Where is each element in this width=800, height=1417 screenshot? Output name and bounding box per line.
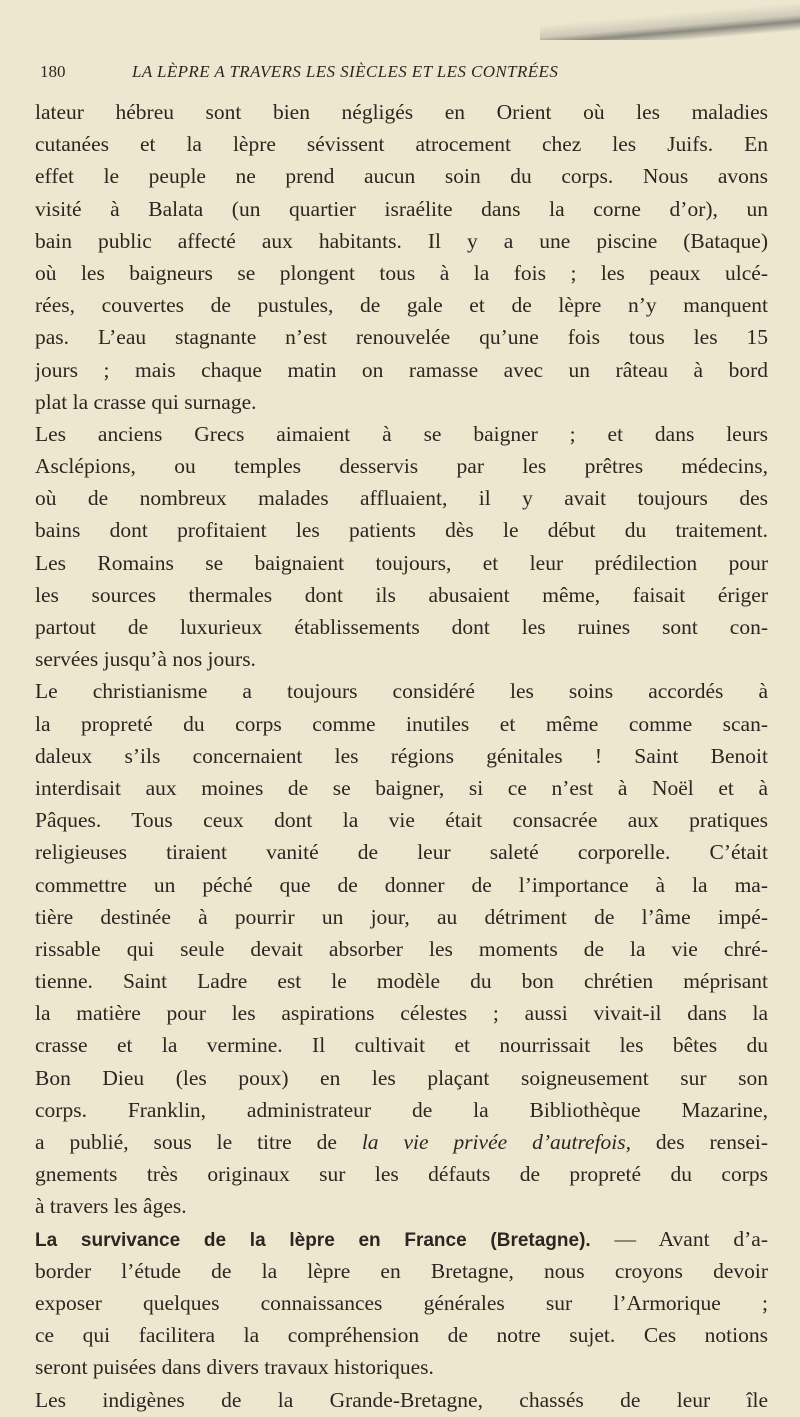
- text-segment: où les baigneurs se plongent tous à la fois ; les peaux ulcé-: [35, 260, 768, 285]
- text-line: [35, 611, 768, 643]
- text-line: [35, 965, 768, 997]
- text-line: [35, 579, 768, 611]
- text-line: [35, 772, 768, 804]
- text-line: [35, 160, 768, 192]
- text-line: [35, 643, 768, 675]
- text-line: [35, 354, 768, 386]
- text-line: [35, 257, 768, 289]
- text-segment: Le christianisme a toujours considéré les soins accordés à: [35, 679, 768, 704]
- text-segment: Bon Dieu (les poux) en les plaçant soigneusement sur son: [35, 1065, 768, 1090]
- text-segment: des rensei-: [631, 1130, 768, 1154]
- text-segment: seront puisées dans divers travaux historiques.: [35, 1355, 434, 1380]
- text-line: [35, 1351, 768, 1383]
- text-line: [35, 1319, 768, 1351]
- text-segment: corps. Franklin, administrateur de la Bibliothèque Mazarine,: [35, 1097, 768, 1122]
- text-line: [35, 193, 768, 225]
- text-segment: Asclépions, ou temples desservis par les prêtres médecins,: [35, 454, 768, 479]
- text-segment: crasse et la vermine. Il cultivait et nourrissait les bêtes du: [35, 1033, 768, 1058]
- text-segment: daleux s’ils concernaient les régions génitales ! Saint Benoit: [35, 743, 768, 768]
- text-segment: rées, couvertes de pustules, de gale et de lèpre n’y manquent: [35, 293, 768, 318]
- text-segment: pas. L’eau stagnante n’est renouvelée qu’une fois tous les 15: [35, 325, 768, 350]
- text-segment: interdisait aux moines de se baigner, si ce n’est à Noël et à: [35, 775, 768, 800]
- text-segment: lateur hébreu sont bien négligés en Orient où les maladies: [35, 100, 768, 124]
- text-segment: partout de luxurieux établissements dont les ruines sont con-: [35, 615, 768, 639]
- text-segment: exposer quelques connaissances générales sur l’Armorique ;: [35, 1290, 768, 1315]
- text-segment: visité à Balata (un quartier israélite dans la corne d’or), un: [35, 196, 768, 221]
- text-line: [35, 1223, 768, 1255]
- page-fold-shadow: [540, 0, 800, 40]
- text-line: [35, 804, 768, 836]
- text-segment: rissable qui seule devait absorber les moments de la vie chré-: [35, 936, 768, 961]
- text-segment: tière destinée à pourrir un jour, au détriment de l’âme impé-: [35, 904, 768, 929]
- text-segment: commettre un péché que de donner de l’importance à la ma-: [35, 872, 768, 897]
- text-line: [35, 289, 768, 321]
- text-segment: a publié, sous le titre de: [35, 1130, 362, 1154]
- text-line: [35, 1190, 768, 1222]
- text-line: [35, 1126, 768, 1158]
- page-body-text: [35, 96, 768, 1416]
- text-line: [35, 1255, 768, 1287]
- text-segment: Les anciens Grecs aimaient à se baigner ; et dans leurs: [35, 421, 768, 446]
- text-line: [35, 418, 768, 450]
- text-segment: — Avant d’a-: [590, 1226, 768, 1251]
- text-segment: où de nombreux malades affluaient, il y avait toujours des: [35, 486, 768, 511]
- text-line: [35, 96, 768, 128]
- text-line: [35, 1158, 768, 1190]
- section-heading: La survivance de la lèpre en France (Bretagne).: [35, 1229, 591, 1251]
- text-line: [35, 997, 768, 1029]
- text-line: [35, 386, 768, 418]
- text-segment: la matière pour les aspirations célestes ; aussi vivait-il dans la: [35, 1001, 768, 1026]
- text-segment: plat la crasse qui surnage.: [35, 389, 257, 414]
- text-line: [35, 708, 768, 740]
- page-number: 180: [40, 62, 66, 81]
- text-segment: border l’étude de la lèpre en Bretagne, nous croyons devoir: [35, 1258, 768, 1283]
- text-segment: gnements très originaux sur les défauts de propreté du corps: [35, 1162, 768, 1187]
- text-line: [35, 1094, 768, 1126]
- text-line: [35, 836, 768, 868]
- text-segment: les sources thermales dont ils abusaient même, faisait ériger: [35, 582, 768, 607]
- text-segment: bain public affecté aux habitants. Il y a une piscine (Bataque): [35, 228, 768, 253]
- text-line: [35, 450, 768, 482]
- text-line: [35, 1287, 768, 1319]
- text-segment: tienne. Saint Ladre est le modèle du bon chrétien méprisant: [35, 969, 768, 994]
- text-line: [35, 901, 768, 933]
- text-segment: Les Romains se baignaient toujours, et leur prédilection pour: [35, 550, 768, 575]
- text-line: [35, 482, 768, 514]
- text-line: [35, 128, 768, 160]
- text-segment: servées jusqu’à nos jours.: [35, 647, 256, 672]
- text-line: [35, 869, 768, 901]
- text-segment: jours ; mais chaque matin on ramasse avec un râteau à bord: [35, 357, 768, 382]
- italic-title: la vie privée d’autrefois,: [361, 1130, 632, 1154]
- text-segment: cutanées et la lèpre sévissent atrocement chez les Juifs. En: [35, 132, 768, 157]
- text-segment: la propreté du corps comme inutiles et même comme scan-: [35, 711, 768, 736]
- text-segment: à travers les âges.: [35, 1194, 187, 1219]
- text-line: [35, 321, 768, 353]
- text-line: [35, 740, 768, 772]
- text-line: [35, 514, 768, 546]
- text-line: [35, 933, 768, 965]
- text-line: [35, 1062, 768, 1094]
- text-segment: ce qui facilitera la compréhension de notre sujet. Ces notions: [35, 1323, 768, 1348]
- text-segment: religieuses tiraient vanité de leur saleté corporelle. C’était: [35, 840, 768, 865]
- text-line: [35, 675, 768, 707]
- text-segment: Pâques. Tous ceux dont la vie était consacrée aux pratiques: [35, 808, 768, 833]
- text-line: [35, 1029, 768, 1061]
- text-line: [35, 547, 768, 579]
- text-segment: Les indigènes de la Grande-Bretagne, chassés de leur île: [35, 1387, 768, 1412]
- text-line: [35, 1384, 768, 1416]
- text-segment: bains dont profitaient les patients dès le début du traitement.: [35, 518, 768, 543]
- text-segment: effet le peuple ne prend aucun soin du corps. Nous avons: [35, 164, 768, 189]
- text-line: [35, 225, 768, 257]
- running-title: LA LÈPRE A TRAVERS LES SIÈCLES ET LES CONTRÉES: [132, 62, 559, 81]
- page-header: [40, 62, 740, 86]
